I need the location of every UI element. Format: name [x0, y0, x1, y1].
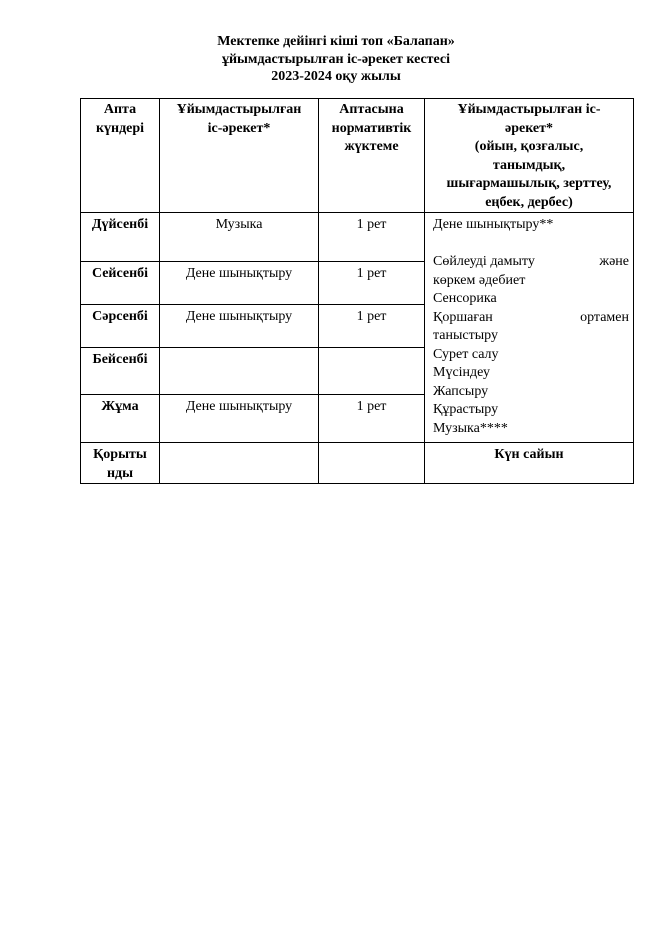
org-activity-item: [433, 253, 633, 272]
org-activity-word: және: [599, 254, 629, 269]
header-days-line: Апта: [103, 102, 137, 117]
day-label: Сейсенбі: [91, 266, 149, 281]
header-load-line: нормативтік: [331, 120, 412, 136]
day-label: Жұма: [101, 399, 139, 414]
load-label: 1 рет: [356, 217, 387, 232]
org-activity-item: таныстыру: [433, 328, 498, 343]
activity-label: Дене шынықтыру: [185, 309, 293, 324]
summary-label-cell: [81, 443, 160, 484]
header-org-line: әрекет*: [504, 120, 554, 136]
org-activity-item: [433, 309, 633, 328]
activity-label: Дене шынықтыру: [185, 266, 293, 281]
day-label: Сәрсенбі: [92, 309, 148, 324]
activity-cell: [160, 305, 319, 348]
day-label: Бейсенбі: [92, 352, 148, 367]
activity-cell: [160, 262, 319, 305]
summary-value: Күн сайын: [494, 447, 564, 462]
load-cell: [319, 395, 425, 443]
summary-value-cell: [425, 443, 634, 484]
title-line-1: Мектепке дейінгі кіші топ «Балапан»: [217, 34, 455, 49]
load-cell: [319, 262, 425, 305]
org-activity-item: Мүсіндеу: [433, 365, 491, 380]
table-header-row: [81, 99, 634, 213]
header-organized: [425, 99, 634, 213]
header-load-line: Аптасына: [339, 102, 404, 117]
header-org-line: (ойын, қозғалыс,: [474, 139, 584, 154]
header-activity: [160, 99, 319, 213]
org-activity-item: Құрастыру: [433, 402, 499, 417]
org-activity-item: Жапсыру: [433, 383, 489, 399]
org-activity-word: Сөйлеуді дамыту: [433, 254, 535, 269]
day-cell: [81, 213, 160, 262]
header-org-line: Ұйымдастырылған іс-: [457, 102, 601, 117]
load-label: 1 рет: [356, 309, 387, 324]
org-activity-word: ортамен: [580, 309, 629, 325]
activity-cell: [160, 348, 319, 395]
summary-empty-cell: [160, 443, 319, 484]
activity-label: Музыка: [215, 217, 263, 232]
org-activity-item: Сурет салу: [433, 346, 499, 362]
summary-empty-cell: [319, 443, 425, 484]
load-label: 1 рет: [356, 399, 387, 414]
organized-activities-cell: [425, 213, 634, 443]
org-activity-item: көркем әдебиет: [433, 272, 526, 288]
title-line-3: 2023-2024 оқу жылы: [271, 69, 401, 84]
activity-label: [160, 348, 318, 351]
load-cell: [319, 213, 425, 262]
day-cell: [81, 395, 160, 443]
day-cell: [81, 305, 160, 348]
document-title: [0, 33, 672, 86]
header-days: [81, 99, 160, 213]
table-row: [81, 213, 634, 262]
schedule-table: [80, 98, 634, 484]
activity-label: Дене шынықтыру: [185, 399, 293, 414]
header-activity-line: іс-әрекет*: [207, 120, 271, 136]
load-cell: [319, 348, 425, 395]
header-load-line: жүктеме: [344, 139, 399, 154]
day-cell: [81, 262, 160, 305]
activity-cell: [160, 213, 319, 262]
day-cell: [81, 348, 160, 395]
summary-label-line: нды: [106, 465, 134, 481]
header-days-line: күндері: [95, 120, 145, 136]
header-activity-line: Ұйымдастырылған: [176, 102, 302, 117]
spacer: [433, 235, 633, 254]
org-activity-item: Дене шынықтыру**: [433, 217, 554, 232]
header-org-line: танымдық,: [492, 157, 566, 173]
header-org-line: еңбек, дербес): [485, 194, 573, 210]
activity-cell: [160, 395, 319, 443]
title-line-2: ұйымдастырылған іс-әрекет кестесі: [221, 51, 451, 67]
header-org-line: шығармашылық, зерттеу,: [446, 176, 612, 191]
header-load: [319, 99, 425, 213]
load-label: [319, 348, 424, 351]
org-activity-word: Қоршаған: [433, 309, 493, 325]
load-cell: [319, 305, 425, 348]
load-label: 1 рет: [356, 266, 387, 281]
table-summary-row: [81, 443, 634, 484]
org-activity-item: Музыка****: [433, 420, 508, 436]
org-activity-item: Сенсорика: [433, 291, 497, 306]
summary-label-line: Қорыты: [93, 447, 147, 462]
day-label: Дүйсенбі: [91, 217, 149, 232]
